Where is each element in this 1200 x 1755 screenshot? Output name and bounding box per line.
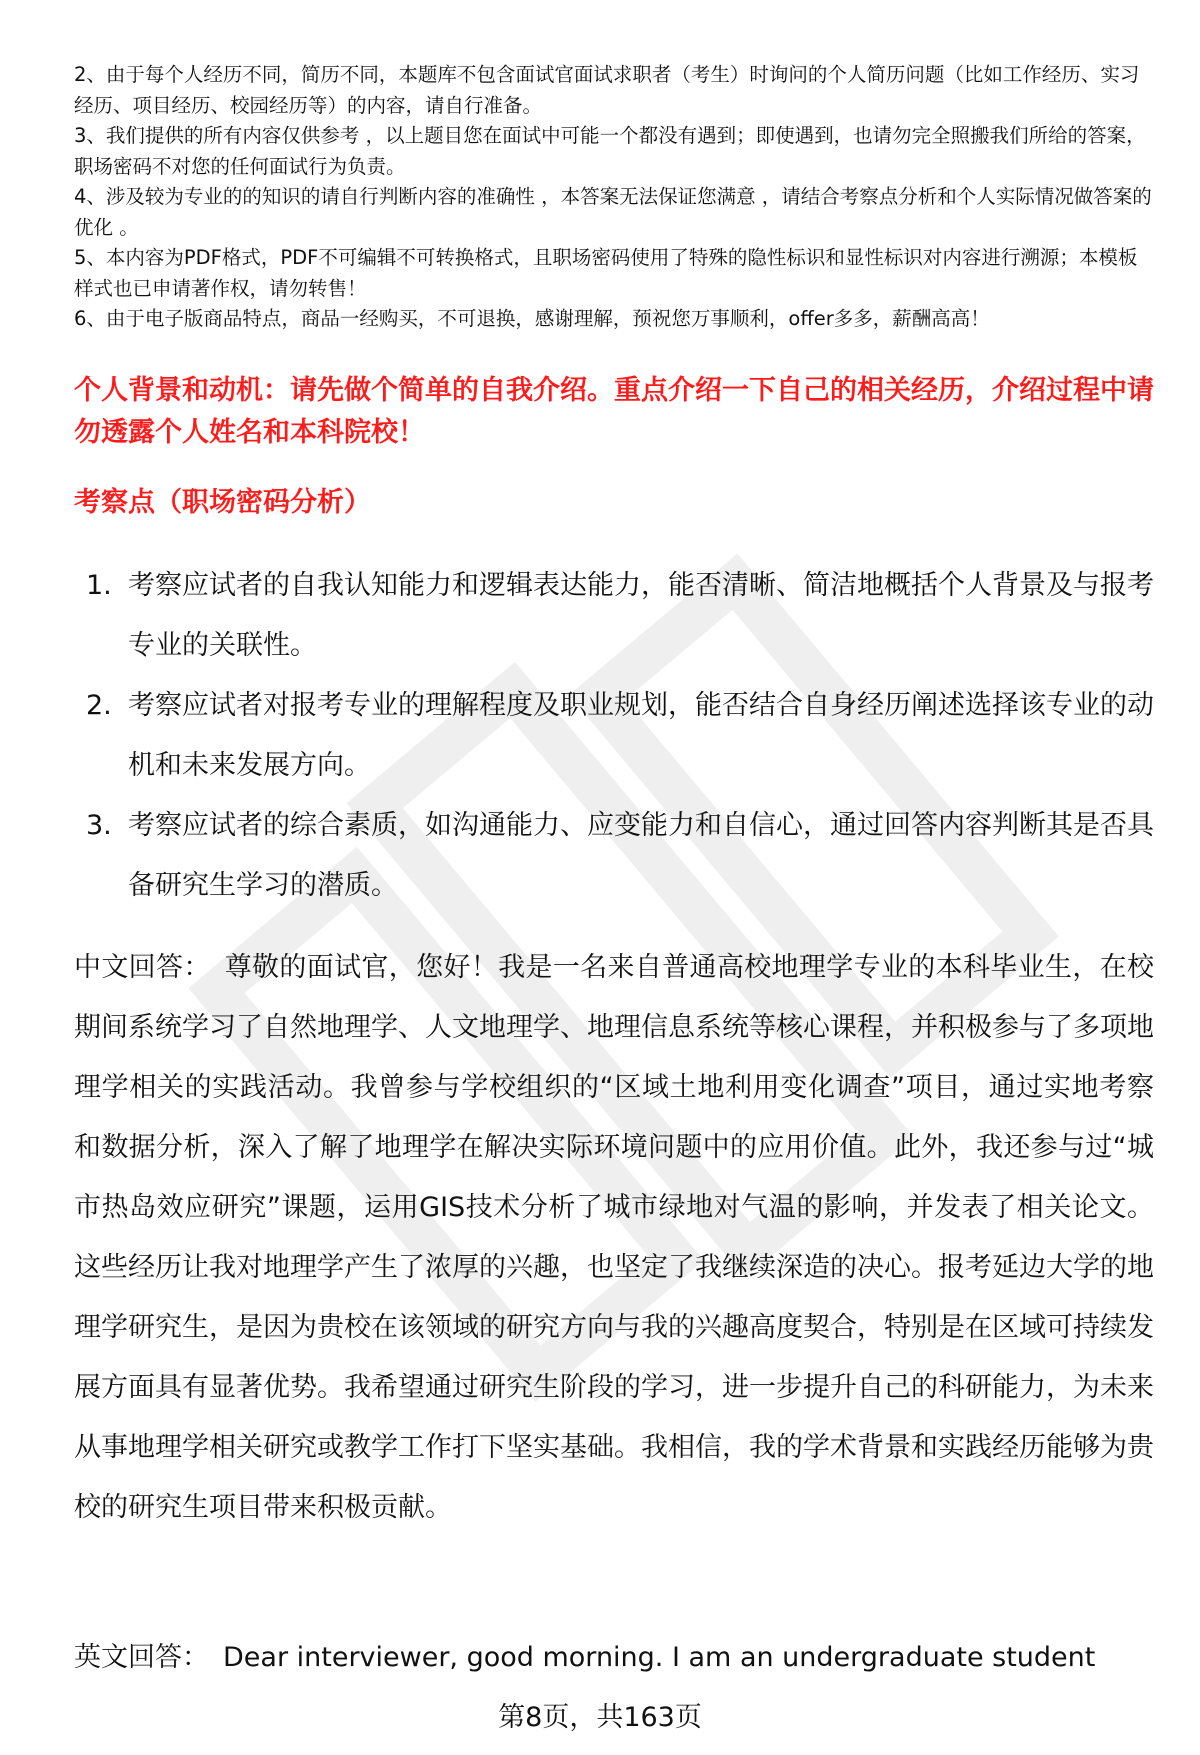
note-item: 6、由于电子版商品特点，商品一经购买，不可退换，感谢理解，预祝您万事顺利，offer多多，薪酬高高！: [74, 307, 990, 330]
page-footer: 第8页，共163页: [498, 1702, 702, 1733]
note-item: 4、涉及较为专业的的知识的请自行判断内容的准确性 ，本答案无法保证您满意 ，请结合考察点分析和个人实际情况做答案的优化 。: [74, 185, 1152, 239]
key-point-number: 1.: [86, 570, 112, 601]
key-point-item: [74, 796, 1154, 916]
note-item: 2、由于每个人经历不同，简历不同，本题库不包含面试官面试求职者（考生）时询问的个人简历问题（比如工作经历、实习经历、项目经历、校园经历等）的内容，请自行准备。: [74, 63, 1140, 117]
key-point-text: 考察应试者的自我认知能力和逻辑表达能力，能否清晰、简洁地概括个人背景及与报考专业的关联性。: [128, 570, 1154, 661]
question-title: 个人背景和动机：请先做个简单的自我介绍。重点介绍一下自己的相关经历，介绍过程中请勿透露个人姓名和本科院校！: [74, 375, 1154, 448]
english-answer: [74, 1628, 1154, 1688]
key-point-item: [74, 676, 1154, 796]
key-points-title: 考察点（职场密码分析）: [74, 487, 371, 518]
key-point-text: 考察应试者的综合素质，如沟通能力、应变能力和自信心，通过回答内容判断其是否具备研究生学习的潜质。: [128, 810, 1154, 901]
note-item: 3、我们提供的所有内容仅供参考 ，以上题目您在面试中可能一个都没有遇到；即使遇到，也请勿完全照搬我们所给的答案，职场密码不对您的任何面试行为负责。: [74, 124, 1146, 178]
key-point-text: 考察应试者对报考专业的理解程度及职业规划，能否结合自身经历阐述选择该专业的动机和未来发展方向。: [128, 690, 1154, 781]
chinese-answer: [74, 938, 1154, 1538]
key-point-item: [74, 556, 1154, 676]
disclaimer-notes: [74, 60, 1154, 335]
english-answer-text: Dear interviewer, good morning. I am an undergraduate student: [223, 1642, 1096, 1673]
key-point-number: 2.: [86, 690, 112, 721]
note-item: 5、本内容为PDF格式，PDF不可编辑不可转换格式，且职场密码使用了特殊的隐性标识和显性标识对内容进行溯源；本模板样式也已申请著作权，请勿转售！: [74, 246, 1138, 300]
chinese-answer-label: 中文回答：: [74, 952, 211, 983]
english-answer-label: 英文回答：: [74, 1642, 209, 1673]
key-point-number: 3.: [86, 810, 112, 841]
key-points-list: [74, 556, 1154, 916]
chinese-answer-text: 尊敬的面试官，您好！我是一名来自普通高校地理学专业的本科毕业生，在校期间系统学习了自然地理学、人文地理学、地理信息系统等核心课程，并积极参与了多项地理学相关的实践活动。我曾参与学校组织的“区域土地利用变化调查”项目，通过实地考察和数据分析，深入了解了地理学在解决实际环境问题中的应用价值。此外，我还参与过“城市热岛效应研究”课题，运用GIS技术分析了城市绿地对气温的影响，并发表了相关论文。这些经历让我对地理学产生了浓厚的兴趣，也坚定了我继续深造的决心。报考延边大学的地理学研究生，是因为贵校在该领域的研究方向与我的兴趣高度契合，特别是在区域可持续发展方面具有显著优势。我希望通过研究生阶段的学习，进一步提升自己的科研能力，为未来从事地理学相关研究或教学工作打下坚实基础。我相信，我的学术背景和实践经历能够为贵校的研究生项目带来积极贡献。: [74, 952, 1155, 1523]
